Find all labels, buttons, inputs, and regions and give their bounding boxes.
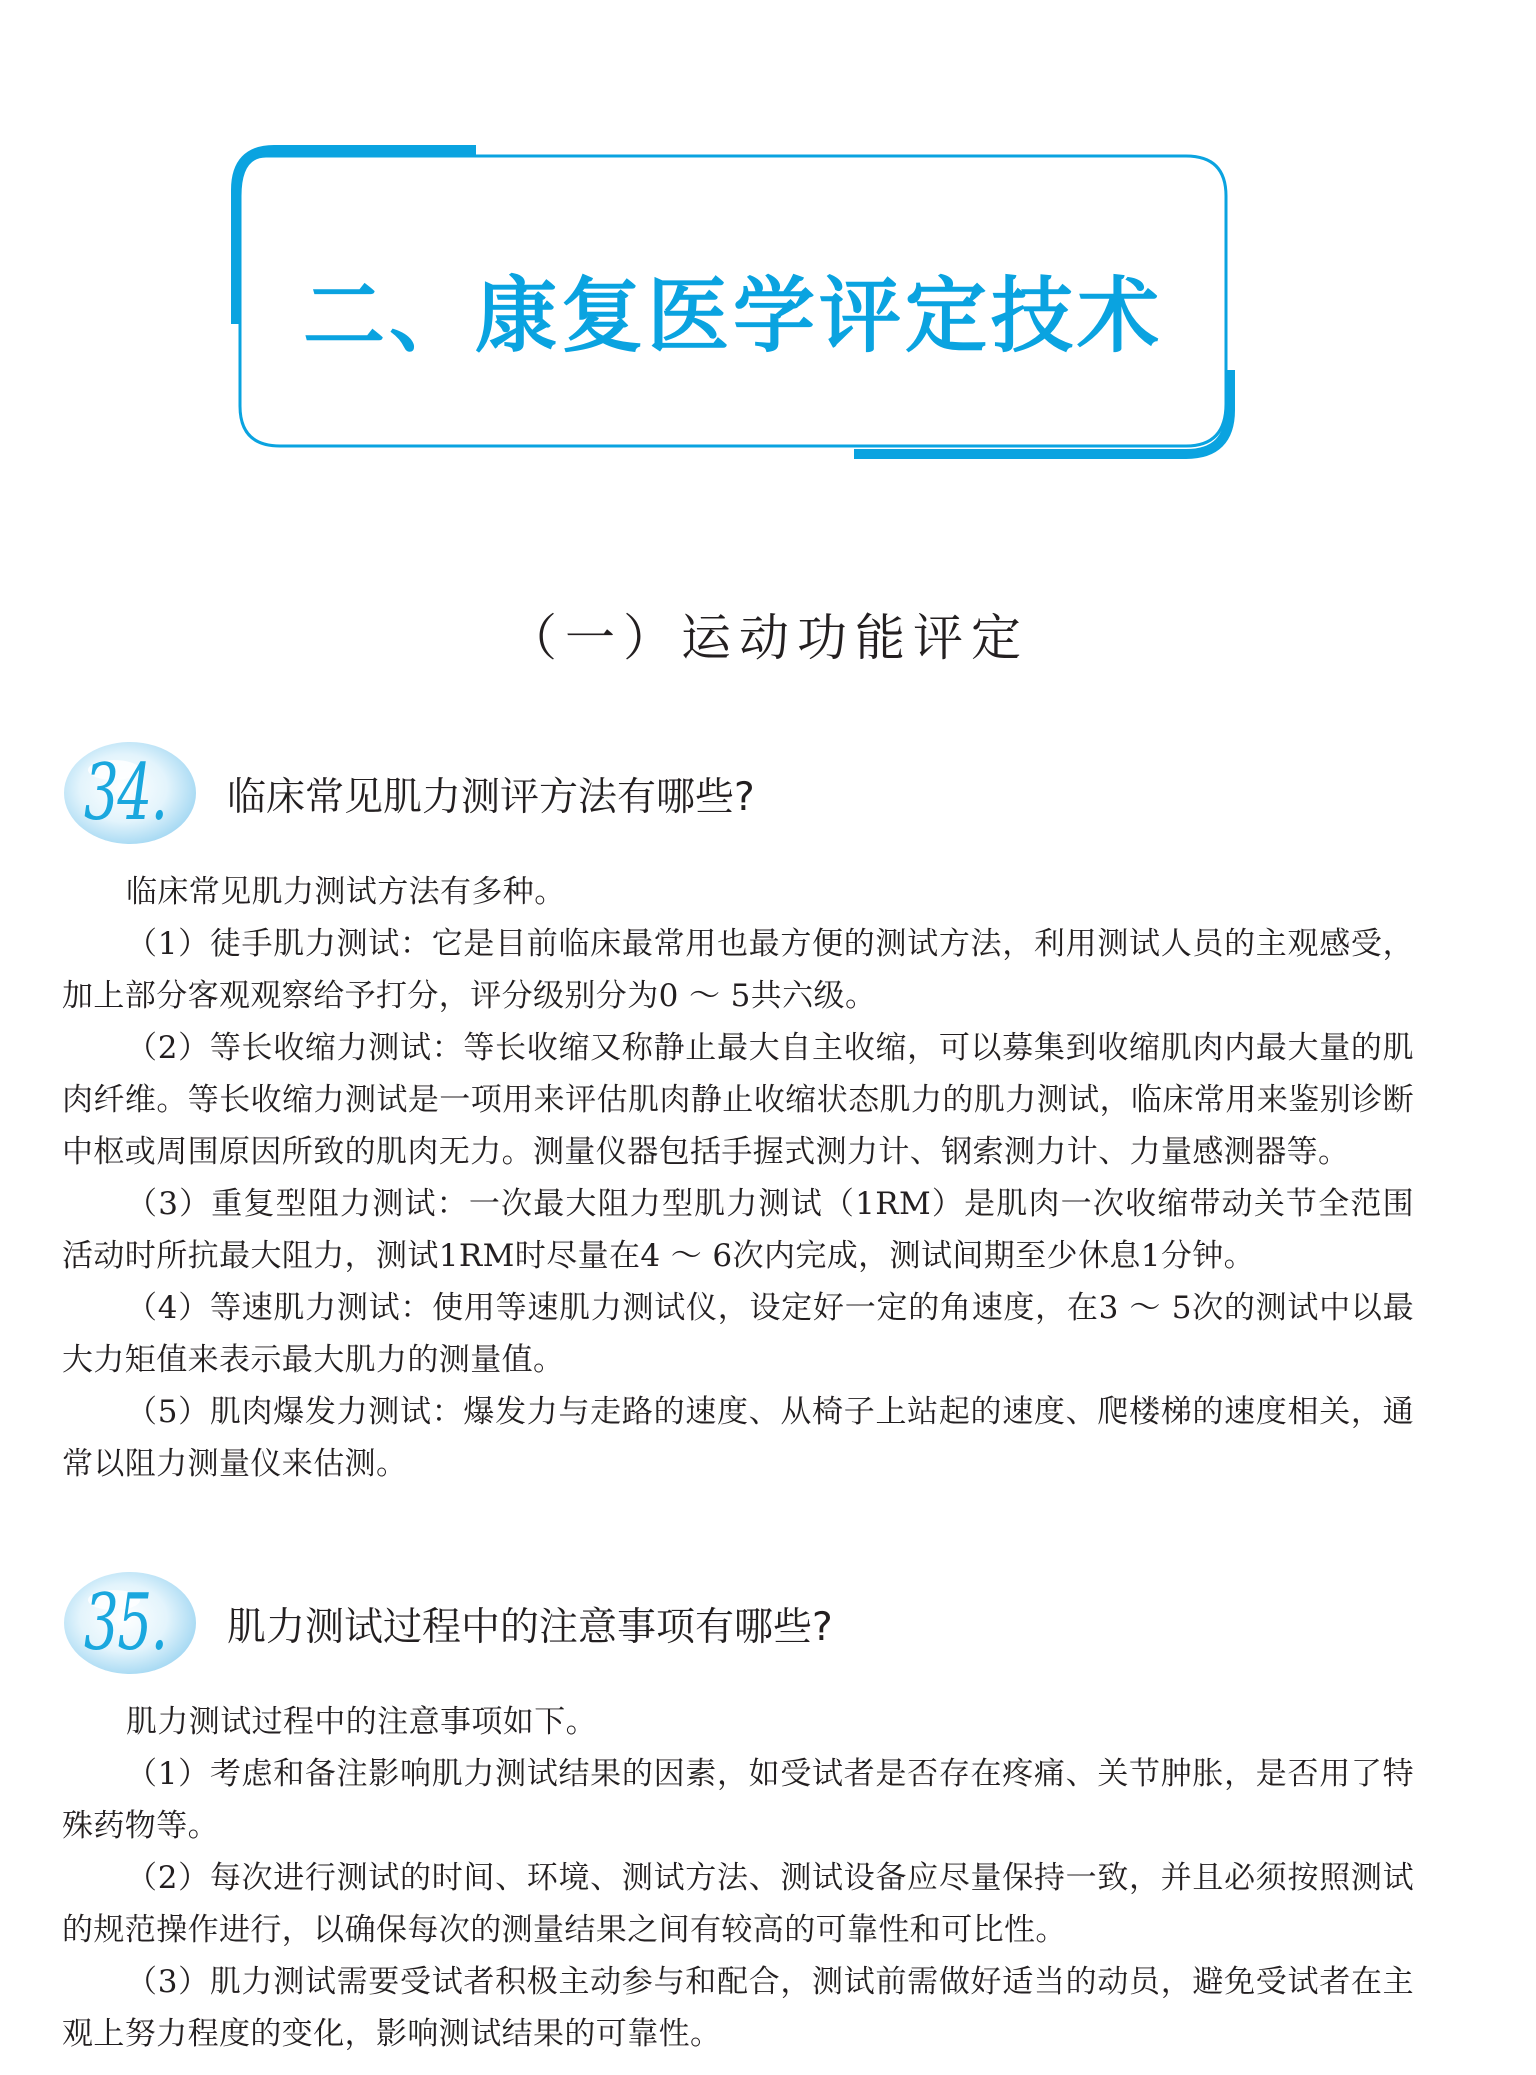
question-badge bbox=[62, 1568, 202, 1678]
paragraph: （2）等长收缩力测试：等长收缩又称静止最大自主收缩，可以募集到收缩肌肉内最大量的肌肉纤维。等长收缩力测试是一项用来评估肌肉静止收缩状态肌力的肌力测试，临床常用来鉴别诊断中枢或周围原因所致的肌肉无力。测量仪器包括手握式测力计、钢索测力计、力量感测器等。 bbox=[62, 1030, 1414, 1170]
question-35-header bbox=[62, 1568, 1482, 1678]
question-number: 35. bbox=[84, 1578, 167, 1668]
question-title: 肌力测试过程中的注意事项有哪些? bbox=[227, 1605, 833, 1650]
paragraph: 肌力测试过程中的注意事项如下。 bbox=[126, 1704, 597, 1740]
paragraph: （5）肌肉爆发力测试：爆发力与走路的速度、从椅子上站起的速度、爬楼梯的速度相关，通常以阻力测量仪来估测。 bbox=[62, 1394, 1414, 1482]
question-title: 临床常见肌力测评方法有哪些? bbox=[227, 775, 755, 820]
paragraph: 临床常见肌力测试方法有多种。 bbox=[126, 874, 566, 910]
section-heading: （一）运动功能评定 bbox=[507, 609, 1029, 667]
paragraph: （4）等速肌力测试：使用等速肌力测试仪，设定好一定的角速度，在3 ～ 5次的测试中以最大力矩值来表示最大肌力的测量值。 bbox=[62, 1290, 1414, 1378]
question-34-header bbox=[62, 738, 1482, 848]
paragraph: （2）每次进行测试的时间、环境、测试方法、测试设备应尽量保持一致，并且必须按照测试的规范操作进行，以确保每次的测量结果之间有较高的可靠性和可比性。 bbox=[62, 1860, 1414, 1948]
answer-35 bbox=[62, 1696, 1414, 2060]
question-number: 34. bbox=[84, 748, 167, 838]
paragraph: （3）肌力测试需要受试者积极主动参与和配合，测试前需做好适当的动员，避免受试者在主观上努力程度的变化，影响测试结果的可靠性。 bbox=[62, 1964, 1414, 2052]
paragraph: （1）徒手肌力测试：它是目前临床最常用也最方便的测试方法，利用测试人员的主观感受，加上部分客观观察给予打分，评分级别分为0 ～ 5共六级。 bbox=[62, 926, 1414, 1014]
chapter-title-frame bbox=[226, 142, 1240, 462]
question-badge bbox=[62, 738, 202, 848]
paragraph: （3）重复型阻力测试：一次最大阻力型肌力测试（1RM）是肌肉一次收缩带动关节全范围活动时所抗最大阻力，测试1RM时尽量在4 ～ 6次内完成，测试间期至少休息1分钟。 bbox=[62, 1186, 1414, 1274]
answer-34 bbox=[62, 866, 1414, 1490]
paragraph: （1）考虑和备注影响肌力测试结果的因素，如受试者是否存在疼痛、关节肿胀，是否用了特殊药物等。 bbox=[62, 1756, 1414, 1844]
chapter-title: 二、康复医学评定技术 bbox=[302, 268, 1163, 364]
